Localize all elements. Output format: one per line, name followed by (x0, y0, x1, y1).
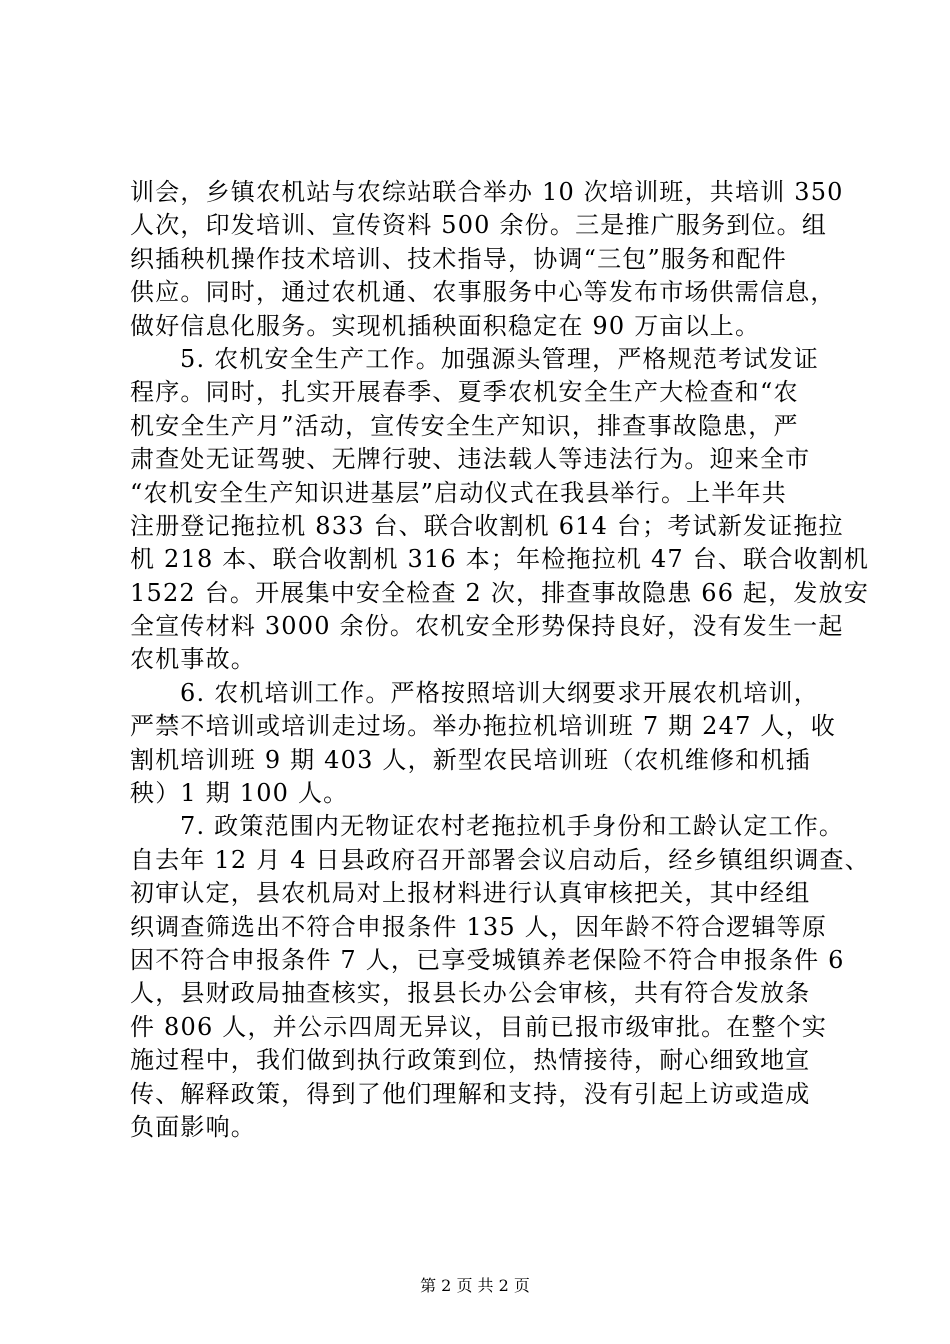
text-line: 6. 农机培训工作。严格按照培训大纲要求开展农机培训， (180, 678, 819, 707)
text-line: 人，县财政局抽查核实，报县长办公会审核，共有符合发放条 (130, 979, 811, 1008)
text-line: 注册登记拖拉机 833 台、联合收割机 614 台；考试新发证拖拉 (130, 511, 844, 540)
text-line: 织插秧机操作技术培训、技术指导，协调“三包”服务和配件 (130, 244, 787, 273)
text-line: 传、解释政策，得到了他们理解和支持，没有引起上访或造成 (130, 1079, 811, 1108)
text-line: 机安全生产月”活动，宣传安全生产知识，排查事故隐患，严 (130, 411, 799, 440)
text-line: 织调查筛选出不符合申报条件 135 人，因年龄不符合逻辑等原 (130, 912, 828, 941)
text-line: 7. 政策范围内无物证农村老拖拉机手身份和工龄认定工作。 (180, 812, 845, 841)
text-line: 做好信息化服务。实现机插秧面积稳定在 90 万亩以上。 (130, 311, 761, 340)
text-line: 秧）1 期 100 人。 (130, 779, 349, 808)
text-line: 初审认定，县农机局对上报材料进行认真审核把关，其中经组 (130, 879, 811, 908)
text-line: 割机培训班 9 期 403 人，新型农民培训班（农机维修和机插 (130, 745, 811, 774)
text-line: 5. 农机安全生产工作。加强源头管理，严格规范考试发证 (180, 344, 819, 373)
text-line: 农机事故。 (130, 645, 256, 674)
text-line: 供应。同时，通过农机通、农事服务中心等发布市场供需信息， (130, 278, 836, 307)
text-line: 施过程中，我们做到执行政策到位，热情接待，耐心细致地宣 (130, 1046, 811, 1075)
text-line: 机 218 本、联合收割机 316 本；年检拖拉机 47 台、联合收割机 (130, 545, 870, 574)
text-line: 训会，乡镇农机站与农综站联合举办 10 次培训班，共培训 350 (130, 178, 844, 206)
text-line: “农机安全生产知识进基层”启动仪式在我县举行。上半年共 (130, 478, 787, 507)
text-line: 件 806 人，并公示四周无异议，目前已报市级审批。在整个实 (130, 1012, 828, 1041)
text-line: 1522 台。开展集中安全检查 2 次，排查事故隐患 66 起，发放安 (130, 578, 870, 607)
text-line: 肃查处无证驾驶、无牌行驶、违法载人等违法行为。迎来全市 (130, 445, 811, 474)
text-line: 程序。同时，扎实开展春季、夏季农机安全生产大检查和“农 (130, 378, 799, 407)
text-line: 负面影响。 (130, 1112, 256, 1141)
document-body (130, 176, 870, 1144)
page-footer: 第 2 页 共 2 页 (420, 1276, 530, 1295)
text-line: 严禁不培训或培训走过场。举办拖拉机培训班 7 期 247 人，收 (130, 712, 836, 741)
text-line: 全宣传材料 3000 余份。农机安全形势保持良好，没有发生一起 (130, 612, 844, 641)
text-line: 人次，印发培训、宣传资料 500 余份。三是推广服务到位。组 (130, 211, 828, 240)
text-line: 自去年 12 月 4 日县政府召开部署会议启动后，经乡镇组织调查、 (130, 845, 870, 874)
text-line: 因不符合申报条件 7 人，已享受城镇养老保险不符合申报条件 6 (130, 945, 845, 974)
